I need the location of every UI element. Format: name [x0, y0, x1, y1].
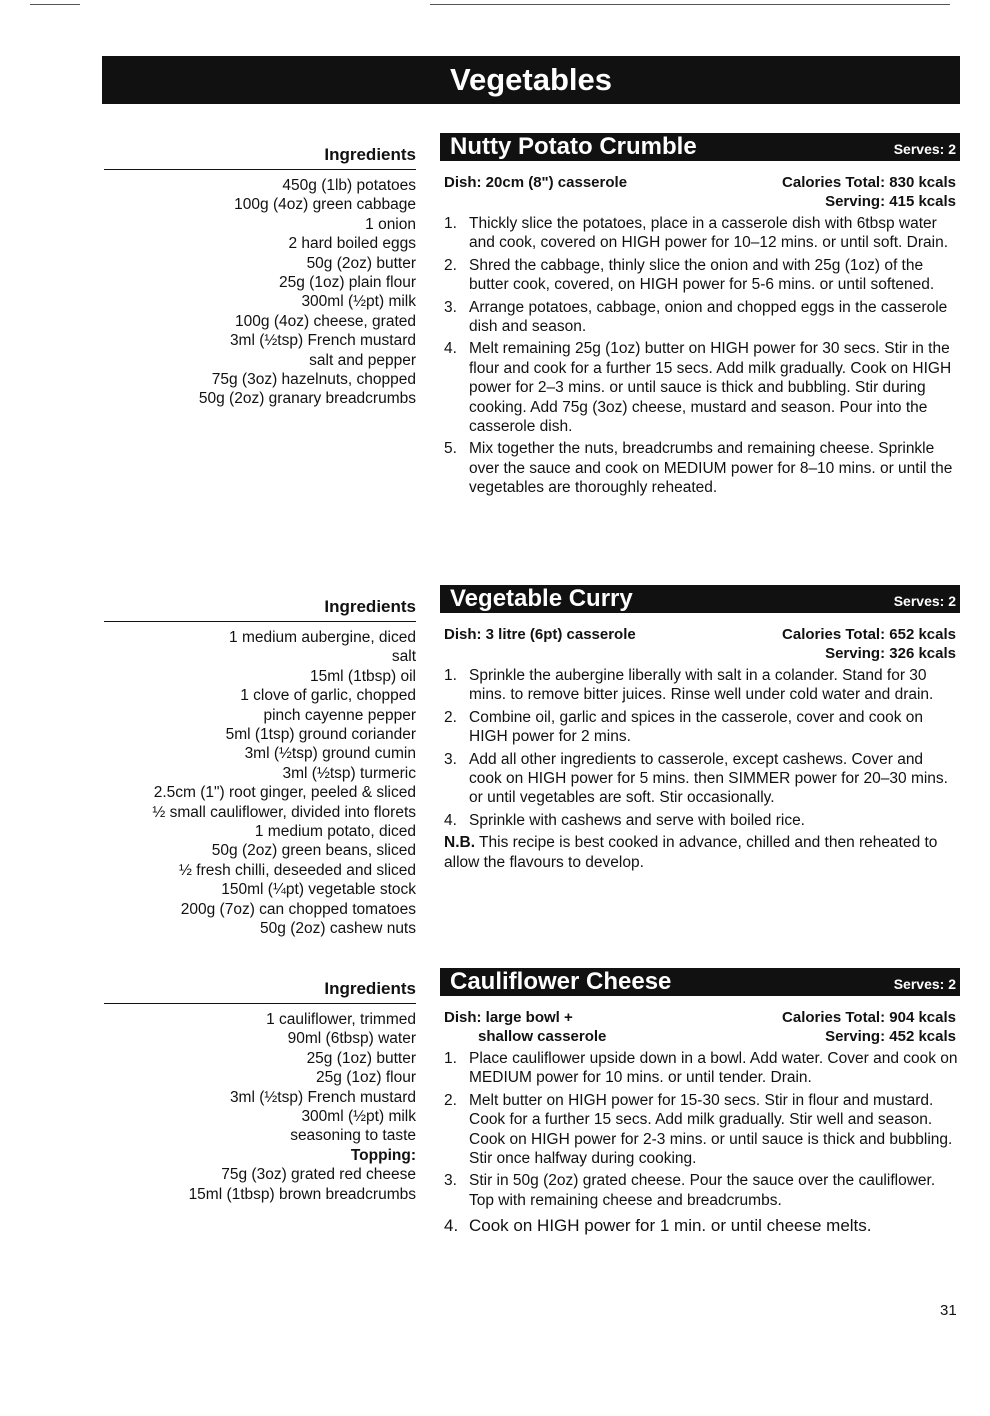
calories-total: Calories Total: 904 kcals [782, 1009, 956, 1026]
note-label: N.B. [444, 834, 475, 852]
method-step: 4. Sprinkle with cashews and serve with boiled rice. [444, 811, 805, 829]
ingredient-item: 3ml (½tsp) ground cumin [244, 745, 416, 763]
ingredient-item: 50g (2oz) green beans, sliced [211, 842, 416, 860]
method-step: 3. Stir in 50g (2oz) grated cheese. Pour the sauce over the cauliflower. Top with remaining cheese and breadcrumbs. [444, 1172, 936, 1209]
serves-label: Serves: 2 [893, 976, 956, 992]
ingredient-item: seasoning to taste [290, 1127, 416, 1145]
ingredient-item: 300ml (½pt) milk [301, 293, 416, 311]
ingredient-item: 2.5cm (1") root ginger, peeled & sliced [153, 784, 416, 802]
ingredient-item: 150ml (¼pt) vegetable stock [221, 881, 416, 899]
method-step: 1. Sprinkle the aubergine liberally with salt in a colander. Stand for 30 mins. to remove bitter juices. Rinse well under cold water and drain. [444, 667, 934, 704]
recipe-meta [440, 1008, 960, 1046]
calories-serving: Serving: 326 kcals [825, 645, 956, 662]
recipe-title-bar [440, 968, 960, 996]
note-text: This recipe is best cooked in advance, chilled and then reheated to allow the flavours to develop. [444, 834, 938, 871]
ingredient-item: 50g (2oz) cashew nuts [260, 920, 416, 938]
ingredient-item: ½ fresh chilli, deseeded and sliced [179, 861, 416, 879]
ingredient-item: 15ml (1tbsp) oil [310, 667, 416, 685]
ingredient-item: 90ml (6tbsp) water [287, 1030, 416, 1048]
ingredient-item: pinch cayenne pepper [263, 706, 416, 724]
topping-item: 75g (3oz) grated red cheese [221, 1166, 416, 1184]
ingredient-item: 450g (1lb) potatoes [282, 177, 416, 194]
calories-total: Calories Total: 830 kcals [782, 174, 956, 191]
ingredient-item: 25g (1oz) flour [316, 1069, 416, 1087]
page-title: Vegetables [102, 56, 960, 104]
ingredients-heading: Ingredients [104, 597, 416, 622]
calories-info [782, 625, 956, 663]
recipe-nutty-potato-crumble [440, 133, 960, 501]
recipe-title: Nutty Potato Crumble [450, 133, 697, 160]
dish-line: Dish: 3 litre (6pt) casserole [444, 626, 636, 643]
ingredient-item: 25g (1oz) plain flour [279, 274, 416, 292]
method-steps [440, 1049, 960, 1236]
calories-info [782, 173, 956, 211]
dish-info [444, 173, 627, 192]
ingredient-item: 300ml (½pt) milk [301, 1108, 416, 1126]
calories-info [782, 1008, 956, 1046]
serves-label: Serves: 2 [893, 141, 956, 157]
calories-total: Calories Total: 652 kcals [782, 626, 956, 643]
dish-line: Dish: 20cm (8") casserole [444, 174, 628, 191]
ingredient-item: 1 medium potato, diced [254, 823, 416, 841]
ingredient-item: 75g (3oz) hazelnuts, chopped [211, 371, 416, 389]
recipe-title-bar [440, 133, 960, 161]
ingredients-heading: Ingredients [104, 145, 416, 170]
ingredients-nutty-potato-crumble [100, 145, 416, 409]
recipe-cauliflower-cheese [440, 968, 960, 1239]
serves-label: Serves: 2 [893, 593, 956, 609]
ingredient-item: 5ml (1tsp) ground coriander [225, 726, 416, 744]
ingredient-item: 50g (2oz) granary breadcrumbs [198, 390, 416, 408]
ingredient-item: 1 onion [365, 215, 416, 233]
recipe-title: Cauliflower Cheese [450, 968, 672, 995]
dish-info [444, 625, 636, 644]
method-step: 4. Cook on HIGH power for 1 min. or until cheese melts. [444, 1216, 872, 1236]
method-step: 2. Shred the cabbage, thinly slice the onion and with 25g (1oz) of the butter cook, covered, on HIGH power for 5-6 mins. or until softened. [444, 256, 935, 294]
method-step: 2. Combine oil, garlic and spices in the casserole, cover and cook on HIGH power for 2 mins. [444, 708, 924, 746]
ingredients-vegetable-curry [100, 597, 416, 939]
method-step: 3. Add all other ingredients to casserole, except cashews. Cover and cook on HIGH power for 5 mins. then SIMMER power for 20–30 mins. or until vegetables are soft. Stir occasionally. [444, 750, 948, 807]
ingredient-item: 3ml (½tsp) turmeric [282, 764, 416, 782]
method-step: 5. Mix together the nuts, breadcrumbs and remaining cheese. Sprinkle over the sauce and cook on MEDIUM power for 8–10 mins. or until the vegetables are thoroughly reheated. [444, 440, 953, 497]
ingredient-item: 3ml (½tsp) French mustard [229, 1088, 416, 1106]
recipe-vegetable-curry [440, 585, 960, 872]
method-step: 3. Arrange potatoes, cabbage, onion and chopped eggs in the casserole dish and season. [444, 298, 948, 336]
method-step: 2. Melt butter on HIGH power for 15-30 secs. Stir in flour and mustard. Cook for a further 15 secs. Add milk gradually. Stir well and season. Cook on HIGH power for 2-3 mins. or until sauce is thick and bubbling. Stir once halfway during cooking. [444, 1091, 953, 1168]
ingredient-item: salt [391, 648, 416, 666]
ingredient-item: 200g (7oz) can chopped tomatoes [180, 900, 416, 918]
page-number: 31 [940, 1302, 957, 1319]
method-step: 1. Place cauliflower upside down in a bowl. Add water. Cover and cook on MEDIUM power for 10 mins. or until tender. Drain. [444, 1050, 958, 1087]
top-rule-left [30, 4, 80, 5]
calories-serving: Serving: 452 kcals [825, 1028, 956, 1045]
ingredients-cauliflower-cheese [100, 979, 416, 1204]
ingredient-item: 2 hard boiled eggs [288, 235, 416, 253]
ingredient-item: 25g (1oz) butter [306, 1049, 416, 1067]
recipe-title-bar [440, 585, 960, 613]
recipe-meta [440, 625, 960, 663]
method-steps [440, 214, 960, 498]
ingredient-item: salt and pepper [309, 351, 416, 369]
ingredient-item: 50g (2oz) butter [306, 254, 416, 272]
topping-item: 15ml (1tbsp) brown breadcrumbs [188, 1185, 416, 1203]
dish-info [444, 1008, 606, 1046]
recipe-title: Vegetable Curry [450, 585, 633, 612]
method-steps [440, 666, 960, 830]
ingredient-item: 100g (4oz) green cabbage [234, 196, 416, 214]
dish-line: Dish: large bowl + [444, 1009, 573, 1026]
ingredient-item: 100g (4oz) cheese, grated [235, 312, 416, 330]
recipe-meta [440, 173, 960, 211]
calories-serving: Serving: 415 kcals [825, 193, 956, 210]
ingredient-item: 1 cauliflower, trimmed [266, 1011, 416, 1028]
method-step: 1. Thickly slice the potatoes, place in a casserole dish with 6tbsp water and cook, covered on HIGH power for 10–12 mins. or until soft. Drain. [444, 215, 949, 252]
ingredients-heading: Ingredients [104, 979, 416, 1004]
dish-line: shallow casserole [478, 1028, 607, 1045]
top-rule-right [430, 4, 950, 5]
ingredient-item: 1 medium aubergine, diced [229, 629, 416, 646]
ingredient-item: ½ small cauliflower, divided into florets [152, 803, 416, 821]
topping-heading: Topping: [350, 1146, 416, 1164]
ingredient-item: 3ml (½tsp) French mustard [229, 332, 416, 350]
ingredient-item: 1 clove of garlic, chopped [240, 687, 416, 705]
recipe-note [440, 833, 960, 872]
method-step: 4. Melt remaining 25g (1oz) butter on HIGH power for 30 secs. Stir in the flour and cook for a further 15 secs. Add milk gradually. Cook on HIGH power for 2–3 mins. or until sauce is thick and bubbling. Stir during cooking. Add 75g (3oz) cheese, mustard and season. Pour into the casserole dish. [444, 340, 952, 436]
